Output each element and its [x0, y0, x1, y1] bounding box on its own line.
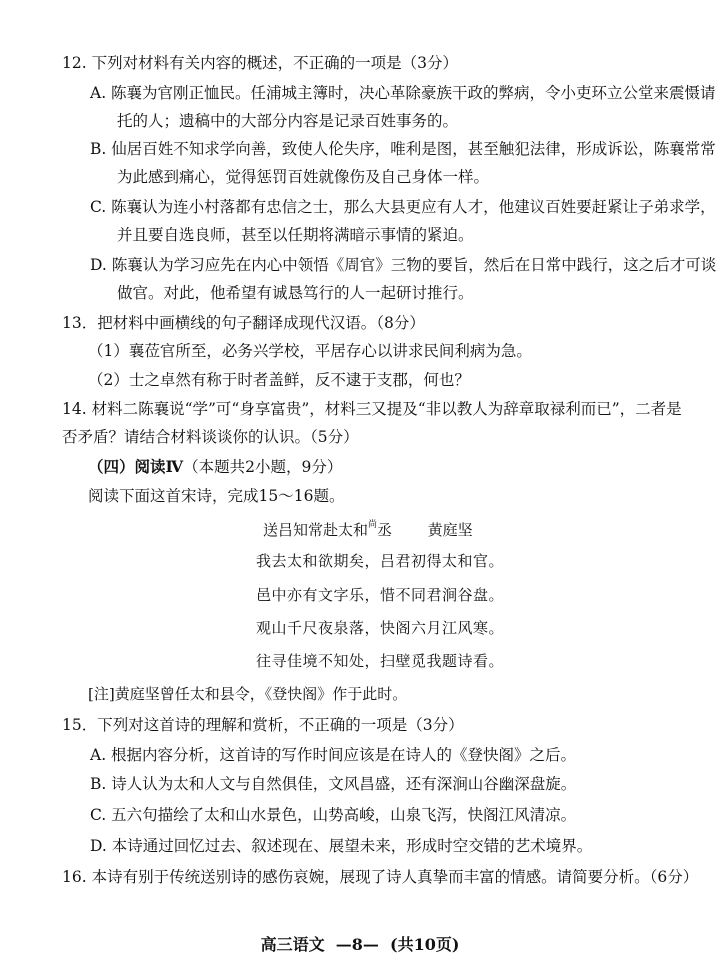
- q15-option-d: D. 本诗通过回忆过去、叙述现在、展望未来，形成时空交错的艺术境界。: [90, 837, 593, 855]
- poem-line-1: 我去太和欲期矣，吕君初得太和官。: [256, 552, 505, 570]
- section-heading-note: （本题共2小题，9分）: [183, 458, 343, 476]
- q14-line2: 否矛盾？请结合材料谈谈你的认识。（5分）: [62, 428, 359, 446]
- poem-title-end: 丞: [377, 521, 393, 539]
- poem-line-3: 观山千尺夜泉落，快阁六月江风寒。: [256, 619, 505, 637]
- q15-option-b: B. 诗人认为太和人文与自然俱佳，文风昌盛，还有深涧山谷幽深盘旋。: [90, 775, 577, 793]
- poem-author: 黄庭坚: [427, 521, 473, 539]
- q12-option-c-line2: 并且要自选良师，甚至以任期将满暗示事情的紧迫。: [117, 226, 474, 244]
- q15-option-c: C. 五六句描绘了太和山水景色，山势高峻，山泉飞泻，快阁江风清凉。: [90, 806, 577, 824]
- q12-option-a-line2: 托的人；遗稿中的大部分内容是记录百姓事务的。: [117, 112, 459, 130]
- poem-note: [注]黄庭坚曾任太和县令，《登快阁》作于此时。: [88, 685, 408, 703]
- q13-stem: 13．把材料中画横线的句子翻译成现代汉语。（8分）: [62, 314, 425, 332]
- q15-option-a: A. 根据内容分析，这首诗的写作时间应该是在诗人的《登快阁》之后。: [90, 746, 577, 764]
- q16-stem: 16. 本诗有别于传统送别诗的感伤哀婉，展现了诗人真挚而丰富的情感。请简要分析。（6分）: [62, 868, 699, 886]
- q12-stem: 12. 下列对材料有关内容的概述，不正确的一项是（3分）: [62, 54, 458, 72]
- section-intro: 阅读下面这首宋诗，完成15～16题。: [88, 487, 345, 505]
- poem-title-superscript: 尚: [368, 520, 378, 530]
- q13-sentence-1: （1）襄莅官所至，必务兴学校，平居存心以讲求民间利病为急。: [88, 342, 532, 360]
- section-heading-title: （四）阅读Ⅳ: [88, 457, 184, 476]
- q12-option-d-line2: 做官。对此，他希望有诚恳笃行的人一起研讨推行。: [117, 284, 474, 302]
- poem-line-4: 往寻佳境不知处，扫壁觅我题诗看。: [256, 652, 505, 670]
- poem-title: [263, 516, 473, 541]
- poem-line-2: 邑中亦有文字乐，惜不同君涧谷盘。: [256, 586, 505, 604]
- q12-option-c-line1: C. 陈襄认为连小村落都有忠信之士，那么大县更应有人才，他建议百姓要赶紧让子弟求学，: [90, 198, 716, 216]
- poem-title-text: 送吕知常赴太和: [263, 521, 369, 539]
- section-heading: [88, 456, 342, 478]
- q12-option-b-line1: B. 仙居百姓不知求学向善，致使人伦失序，唯利是图，甚至触犯法律，形成诉讼，陈襄常常: [90, 140, 716, 158]
- q15-stem: 15．下列对这首诗的理解和赏析，不正确的一项是（3分）: [62, 716, 464, 734]
- page-footer: 高三语文 —8— (共10页): [260, 935, 460, 954]
- q14-line1: 14. 材料二陈襄说“学”可“身享富贵”，材料三又提及“非以教人为辞章取禄利而已”，二者是: [62, 400, 682, 418]
- q12-option-b-line2: 为此感到痛心，觉得惩罚百姓就像伤及自己身体一样。: [117, 168, 490, 186]
- q12-option-a-line1: A. 陈襄为官刚正恤民。任浦城主簿时，决心革除豪族干政的弊病，令小吏环立公堂来震慑请: [90, 84, 716, 102]
- q13-sentence-2: （2）士之卓然有称于时者盖鲜，反不逮于支郡，何也？: [88, 371, 470, 389]
- q12-option-d-line1: D. 陈襄认为学习应先在内心中领悟《周官》三物的要旨，然后在日常中践行，这之后才可谈: [90, 256, 717, 274]
